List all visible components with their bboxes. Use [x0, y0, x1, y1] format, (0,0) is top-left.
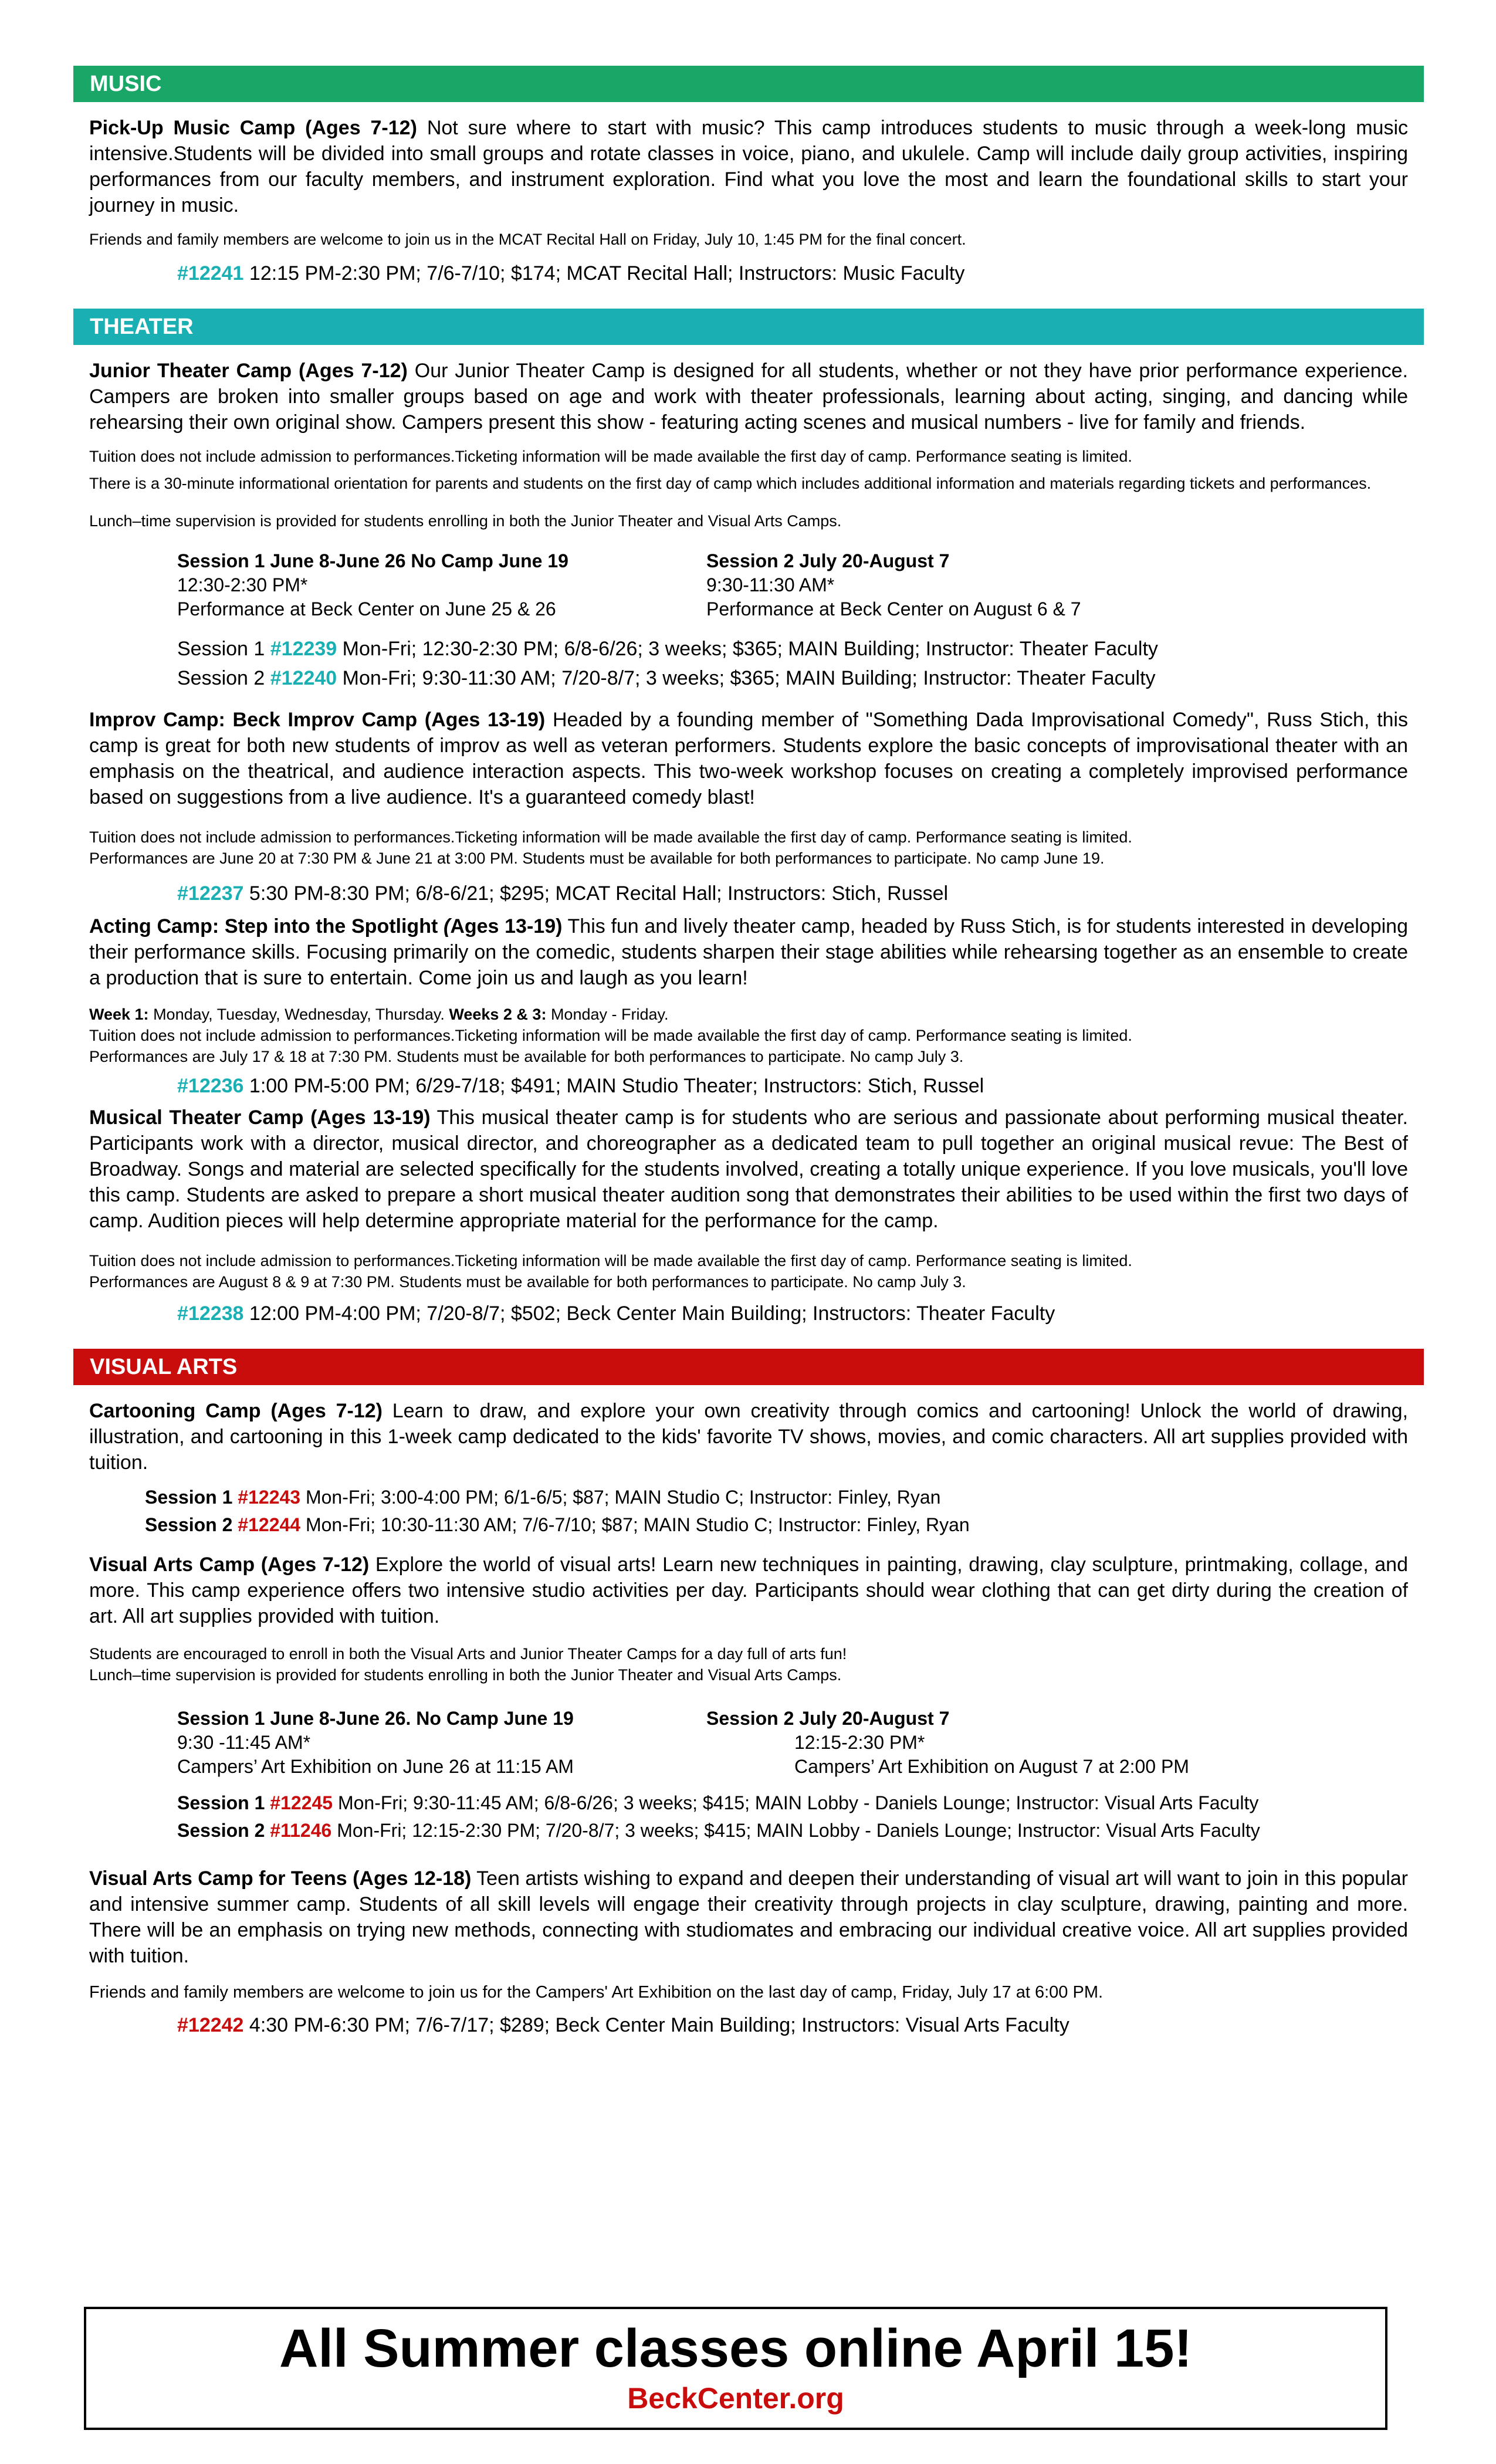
visual-arts-camp-title: Visual Arts Camp (Ages 7-12) — [89, 1553, 370, 1576]
course-listing: #12236 1:00 PM-5:00 PM; 6/29-7/18; $491; MAIN Studio Theater; Instructors: Stich, Russel — [177, 1075, 984, 1097]
course-number: #12242 — [177, 2014, 244, 2036]
course-number: #12238 — [177, 1302, 244, 1325]
course-listing: #12242 4:30 PM-6:30 PM; 7/6-7/17; $289; Beck Center Main Building; Instructors: Visual Arts Faculty — [177, 2014, 1069, 2036]
visual-arts-camp-note: Students are encouraged to enroll in both the Visual Arts and Junior Theater Camps for a day full of arts fun! — [89, 1645, 847, 1663]
course-listing: Session 1 #12243 Mon-Fri; 3:00-4:00 PM; 6/1-6/5; $87; MAIN Studio C; Instructor: Finley, Ryan — [145, 1487, 941, 1508]
course-listing: Session 2 #12240 Mon-Fri; 9:30-11:30 AM; 7/20-8/7; 3 weeks; $365; MAIN Building; Instructor: Theater Faculty — [177, 667, 1156, 689]
pickup-camp-note: Friends and family members are welcome to join us in the MCAT Recital Hall on Friday, July 10, 1:45 PM for the final concert. — [89, 231, 966, 248]
acting-camp-title: Acting Camp: Step into the Spotlight (Ages 13-19) — [89, 915, 563, 937]
website-link[interactable]: BeckCenter.org — [627, 2382, 844, 2415]
course-number: #12243 — [238, 1487, 301, 1508]
musical-theater-note: Tuition does not include admission to performances.Ticketing information will be made available the first day of camp. Performance seating is limited. — [89, 1252, 1132, 1270]
course-number: #12237 — [177, 882, 244, 905]
musical-theater-title: Musical Theater Camp (Ages 13-19) — [89, 1106, 431, 1129]
session-time: 12:15-2:30 PM* — [794, 1732, 925, 1753]
session-exhibition: Campers’ Art Exhibition on June 26 at 11:15 AM — [177, 1756, 574, 1777]
musical-theater-description: Musical Theater Camp (Ages 13-19) This musical theater camp is for students who are serious and passionate about performing musical theater. Participants work with a director, musical director, and choreographer as a dedicated team to pull together an original musical revue: The Best of Broadway. Songs and material are selected specifically for the students involved, creating a totally unique experience. If you love musicals, you'll love this camp. Students are asked to prepare a short musical theater audition song that demonstrates their abilities to be used within the first two days of camp. Audition pieces will help determine appropriate material for the performance for the camp. — [89, 1106, 1408, 1232]
session-title: Session 2 July 20-August 7 — [706, 550, 950, 571]
session-performance: Performance at Beck Center on June 25 & 26 — [177, 598, 556, 620]
course-listing: Session 2 #12244 Mon-Fri; 10:30-11:30 AM; 7/6-7/10; $87; MAIN Studio C; Instructor: Finley, Ryan — [145, 1514, 970, 1535]
acting-camp-schedule: Week 1: Monday, Tuesday, Wednesday, Thursday. Weeks 2 & 3: Monday - Friday. — [89, 1006, 669, 1023]
course-number: #12236 — [177, 1075, 244, 1097]
music-section — [73, 115, 1424, 286]
course-number: #12245 — [270, 1792, 333, 1813]
visual-arts-camp-note: Lunch–time supervision is provided for students enrolling in both the Junior Theater and Visual Arts Camps. — [89, 1666, 842, 1684]
junior-theater-sessions — [89, 549, 1408, 621]
visual-arts-section — [73, 1398, 1424, 2038]
session-title: Session 1 June 8-June 26. No Camp June 19 — [177, 1708, 574, 1729]
acting-camp-note: Tuition does not include admission to performances.Ticketing information will be made available the first day of camp. Performance seating is limited. — [89, 1027, 1132, 1044]
music-section-header: MUSIC — [73, 66, 1424, 102]
cartooning-camp-title: Cartooning Camp (Ages 7-12) — [89, 1400, 383, 1422]
junior-theater-courses — [89, 634, 1408, 693]
session-exhibition: Campers’ Art Exhibition on August 7 at 2:00 PM — [794, 1756, 1189, 1777]
course-number: #12240 — [270, 667, 337, 689]
musical-theater-note: Performances are August 8 & 9 at 7:30 PM. Students must be available for both performances to participate. No camp July 3. — [89, 1273, 966, 1291]
course-listing: Session 2 #11246 Mon-Fri; 12:15-2:30 PM; 7/20-8/7; 3 weeks; $415; MAIN Lobby - Daniels Lounge; Instructor: Visual Arts Faculty — [177, 1820, 1260, 1841]
teens-camp-title: Visual Arts Camp for Teens (Ages 12-18) — [89, 1867, 472, 1890]
session-title: Session 2 July 20-August 7 — [706, 1708, 950, 1729]
acting-camp-note: Performances are July 17 & 18 at 7:30 PM. Students must be available for both performances to participate. No camp July 3. — [89, 1048, 964, 1065]
promo-banner — [84, 2307, 1387, 2430]
course-listing: #12237 5:30 PM-8:30 PM; 6/8-6/21; $295; MCAT Recital Hall; Instructors: Stich, Russel — [177, 882, 949, 905]
session-time: 9:30-11:30 AM* — [706, 574, 835, 595]
junior-theater-note: There is a 30-minute informational orientation for parents and students on the first day of camp which includes additional information and materials regarding tickets and performances. — [89, 475, 1372, 492]
pickup-camp-title: Pick-Up Music Camp (Ages 7-12) — [89, 117, 417, 139]
course-number: #12241 — [177, 262, 244, 285]
session-title: Session 1 June 8-June 26 No Camp June 19 — [177, 550, 568, 571]
course-number: #12239 — [270, 638, 337, 660]
session-performance: Performance at Beck Center on August 6 & 7 — [706, 598, 1081, 620]
pickup-camp-description: Pick-Up Music Camp (Ages 7-12) Not sure where to start with music? This camp introduces students to music through a week-long music intensive.Students will be divided into small groups and rotate classes in voice, piano, and ukulele. Camp will include daily group activities, inspiring performances from our faculty members, and instrument exploration. Find what you love the most and learn the foundational skills to start your journey in music. — [89, 117, 1408, 216]
cartooning-camp-description: Cartooning Camp (Ages 7-12) Learn to draw, and explore your own creativity through comics and cartooning! Unlock the world of drawing, illustration, and cartooning in this 1-week camp dedicated to the kids' favorite TV shows, movies, and comic characters. All art supplies provided with tuition. — [89, 1400, 1408, 1474]
course-listing: #12238 12:00 PM-4:00 PM; 7/20-8/7; $502; Beck Center Main Building; Instructors: Theater Faculty — [177, 1302, 1055, 1325]
teens-camp-note: Friends and family members are welcome to join us for the Campers' Art Exhibition on the last day of camp, Friday, July 17 at 6:00 PM. — [89, 1983, 1104, 2002]
acting-camp-description: Acting Camp: Step into the Spotlight (Ages 13-19) This fun and lively theater camp, headed by Russ Stich, is for students interested in developing their performance skills. Focusing primarily on the comedic, students sharpen their stage abilities while rehearsing together as an ensemble to create a production that is sure to entertain. Come join us and laugh as you learn! — [89, 915, 1408, 989]
junior-theater-note: Tuition does not include admission to performances.Ticketing information will be made available the first day of camp. Performance seating is limited. — [89, 448, 1132, 465]
improv-camp-title: Improv Camp: Beck Improv Camp (Ages 13-19) — [89, 709, 546, 731]
catalog-page — [73, 66, 1424, 2038]
visual-arts-camp-courses — [89, 1789, 1408, 1844]
improv-camp-note: Performances are June 20 at 7:30 PM & June 21 at 3:00 PM. Students must be available for both performances to participate. No camp June 19. — [89, 849, 1105, 867]
teens-camp-description: Visual Arts Camp for Teens (Ages 12-18) Teen artists wishing to expand and deepen their understanding of visual art will want to join in this popular and intensive summer camp. Students of all skill levels will engage their creativity through projects in clay sculpture, drawing, painting and more. There will be an emphasis on trying new methods, connecting with studiomates and embracing our individual creative voice. All art supplies provided with tuition. — [89, 1867, 1408, 1967]
course-listing: #12241 12:15 PM-2:30 PM; 7/6-7/10; $174; MCAT Recital Hall; Instructors: Music Faculty — [177, 262, 965, 285]
improv-camp-description: Improv Camp: Beck Improv Camp (Ages 13-19) Headed by a founding member of "Something Dada Improvisational Comedy", Russ Stich, this camp is great for both new students of improv as well as veteran performers. Students explore the basic concepts of improvisational theater with an emphasis on the theatrical, and audience interaction aspects. This two-week workshop focuses on creating a completely improvised performance based on suggestions from a live audience. It's a guaranteed comedy blast! — [89, 709, 1408, 808]
theater-section — [73, 358, 1424, 1326]
visual-arts-section-header: VISUAL ARTS — [73, 1349, 1424, 1385]
course-listing: Session 1 #12245 Mon-Fri; 9:30-11:45 AM; 6/8-6/26; 3 weeks; $415; MAIN Lobby - Daniels Lounge; Instructor: Visual Arts Faculty — [177, 1792, 1259, 1813]
session-time: 12:30-2:30 PM* — [177, 574, 308, 595]
junior-theater-description: Junior Theater Camp (Ages 7-12) Our Junior Theater Camp is designed for all students, whether or not they have prior performance experience. Campers are broken into smaller groups based on age and work with theater professionals, learning about acting, singing, and dancing while rehearsing their own original show. Campers present this show - featuring acting scenes and musical numbers - live for family and friends. — [89, 360, 1408, 434]
banner-headline: All Summer classes online April 15! — [279, 2319, 1193, 2378]
course-number: #11246 — [270, 1820, 332, 1841]
session-time: 9:30 -11:45 AM* — [177, 1732, 311, 1753]
course-number: #12244 — [238, 1514, 301, 1535]
theater-section-header: THEATER — [73, 309, 1424, 345]
improv-camp-note: Tuition does not include admission to performances.Ticketing information will be made available the first day of camp. Performance seating is limited. — [89, 828, 1132, 846]
junior-theater-note: Lunch–time supervision is provided for students enrolling in both the Junior Theater and Visual Arts Camps. — [89, 512, 842, 530]
course-listing: Session 1 #12239 Mon-Fri; 12:30-2:30 PM; 6/8-6/26; 3 weeks; $365; MAIN Building; Instructor: Theater Faculty — [177, 638, 1158, 660]
visual-arts-sessions — [89, 1707, 1408, 1779]
cartooning-camp-courses — [89, 1484, 1408, 1539]
visual-arts-camp-description: Visual Arts Camp (Ages 7-12) Explore the world of visual arts! Learn new techniques in painting, drawing, clay sculpture, printmaking, collage, and more. This camp experience offers two intensive studio activities per day. Participants should wear clothing that can get dirty during the creation of art. All art supplies provided with tuition. — [89, 1553, 1408, 1627]
junior-theater-title: Junior Theater Camp (Ages 7-12) — [89, 360, 408, 382]
